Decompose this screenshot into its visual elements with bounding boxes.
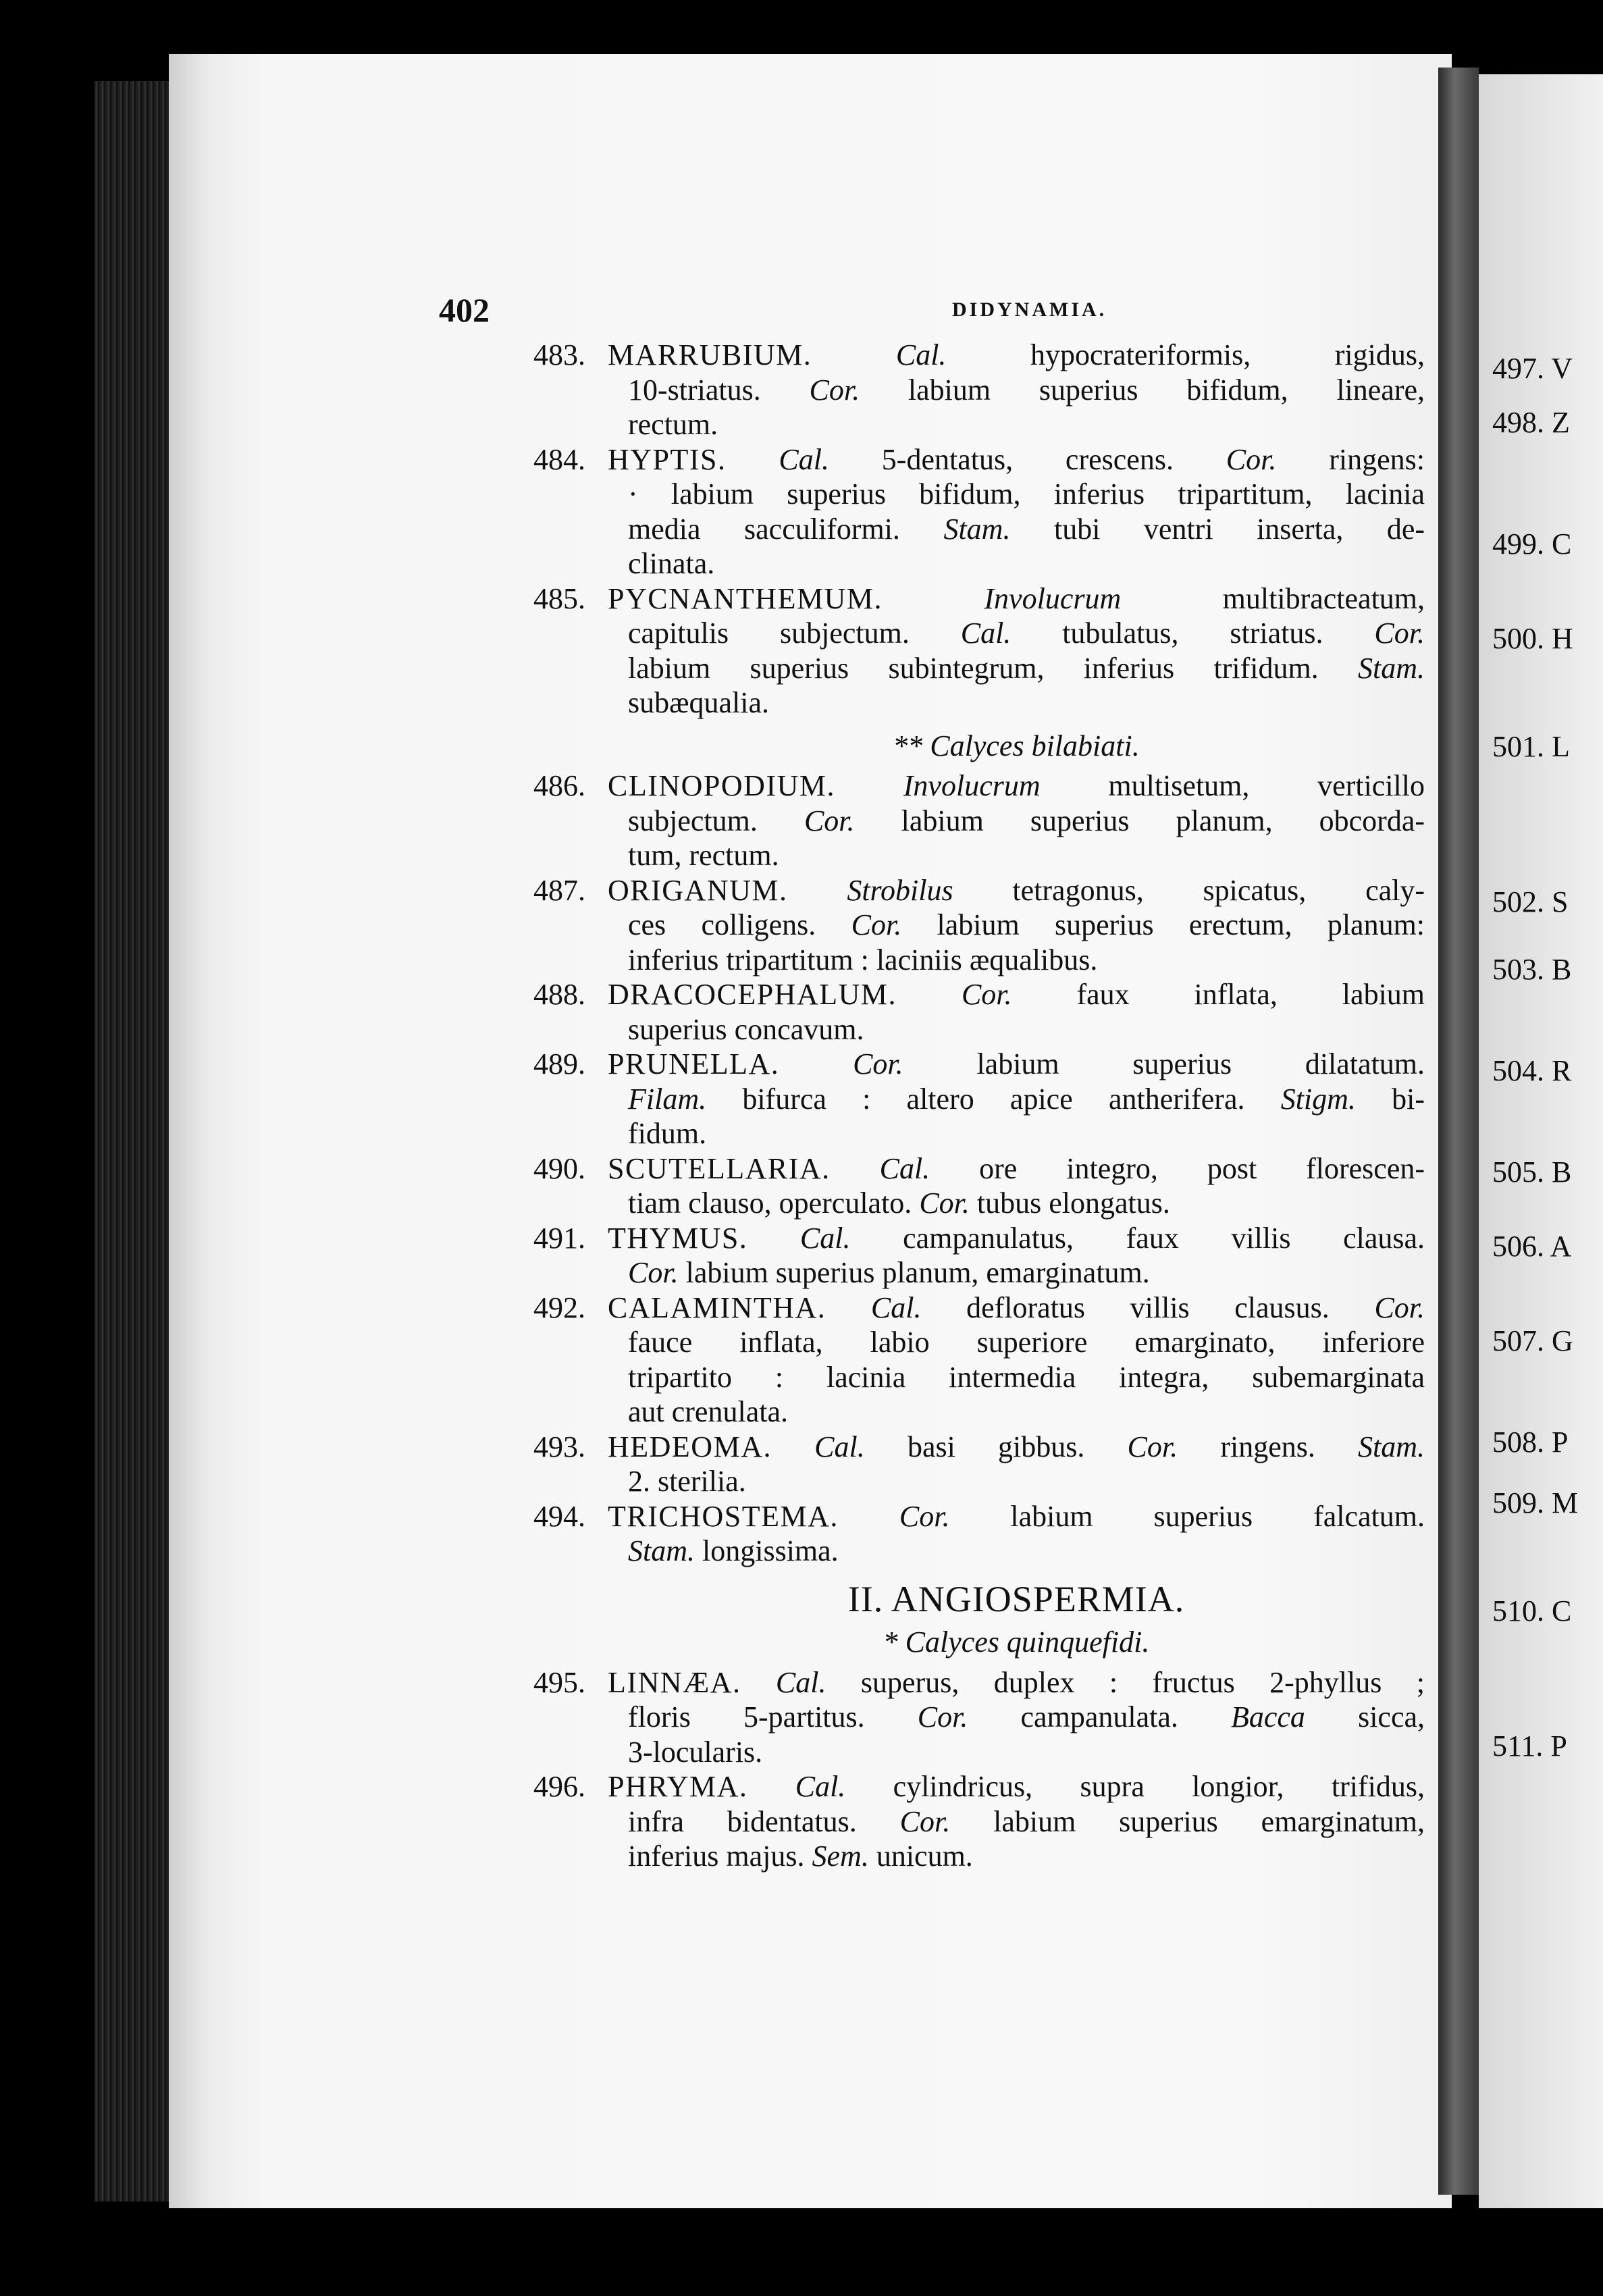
entry-486: 486. CLINOPODIUM. Involucrum multisetum, verticillo subjectum. Cor. labium superius planum, obcorda- tum, rectum. [533,769,1425,872]
section-heading-quinquefidi: * Calyces quinquefidi. [883,1625,1150,1659]
page-header [439,290,1425,331]
cal-label: Cal. [895,338,947,371]
facing-entry-fragment: 501. L [1492,730,1570,763]
entry-493: 493. HEDEOMA. Cal. basi gibbus. Cor. ringens. Stam. 2. sterilia. [533,1430,1425,1498]
facing-page [1479,74,1603,2208]
entry-484: 484. HYPTIS. Cal. 5-dentatus, crescens. Cor. ringens: · labium superius bifidum, inferius tripartitum, lacinia media sacculiformi. Stam. tubi ventri inserta, de- clinata. [533,442,1425,580]
running-head: DIDYNAMIA. [952,298,1107,321]
entry-490: 490. SCUTELLARIA. Cal. ore integro, post florescen- tiam clauso, operculato. Cor. tubus elongatus. [533,1151,1425,1220]
facing-entry-fragment: 507. G [1492,1324,1573,1357]
facing-entry-fragment: 510. C [1492,1594,1572,1627]
facing-entry-fragment: 500. H [1492,622,1573,655]
facing-entry-fragment: 511. P [1492,1729,1567,1763]
facing-entry-fragment: 499. C [1492,527,1572,560]
entry-483: 483. MARRUBIUM. Cal. hypocrateriformis, rigidus, 10-striatus. Cor. labium superius bifidum, lineare, rectum. [533,338,1425,441]
section-heading-bilabiati: ** Calyces bilabiati. [893,729,1140,762]
entry-494: 494. TRICHOSTEMA. Cor. labium superius falcatum. Stam. longissima. [533,1499,1425,1567]
facing-entry-fragment: 509. M [1492,1486,1579,1519]
facing-entry-fragment: 505. B [1492,1155,1572,1189]
page-number: 402 [439,291,490,329]
facing-entry-fragment: 497. V [1492,352,1573,385]
facing-entry-fragment: 498. Z [1492,406,1570,439]
entry-485: 485. PYCNANTHEMUM. Involucrum multibracteatum, capitulis subjectum. Cal. tubulatus, striatus. Cor. labium superius subintegrum, inferius trifidum. Stam. subæqualia. [533,581,1425,719]
book-gutter [1438,68,1479,2195]
facing-entry-fragment: 508. P [1492,1426,1569,1459]
genus-list [533,338,1425,1874]
entry-492: 492. CALAMINTHA. Cal. defloratus villis clausus. Cor. fauce inflata, labio superiore emarginato, inferiore tripartito : lacinia intermedia integra, subemarginata aut crenulata. [533,1290,1425,1428]
facing-entry-fragment: 504. R [1492,1054,1572,1087]
entry-491: 491. THYMUS. Cal. campanulatus, faux villis clausa. Cor. labium superius planum, emarginatum. [533,1221,1425,1289]
genus-name: MARRUBIUM. [608,338,812,371]
entry-488: 488. DRACOCEPHALUM. Cor. faux inflata, labium superius concavum. [533,978,1425,1046]
entry-496: 496. PHRYMA. Cal. cylindricus, supra longior, trifidus, infra bidentatus. Cor. labium superius emarginatum, inferius majus. Sem. unicum. [533,1770,1425,1873]
entry-489: 489. PRUNELLA. Cor. labium superius dilatatum. Filam. bifurca : altero apice antherifera. Stigm. bi- fidum. [533,1047,1425,1150]
facing-entry-fragment: 506. A [1492,1230,1572,1263]
facing-entry-fragment: 502. S [1492,885,1569,918]
entry-number: 483. [533,338,585,371]
facing-entry-fragment: 503. B [1492,953,1572,986]
entry-495: 495. LINNÆA. Cal. superus, duplex : fructus 2-phyllus ; floris 5-partitus. Cor. campanulata. Bacca sicca, 3-locularis. [533,1665,1425,1769]
entry-487: 487. ORIGANUM. Strobilus tetragonus, spicatus, caly- ces colligens. Cor. labium superius erectum, planum: inferius tripartitum : laciniis æqualibus. [533,873,1425,976]
part-heading-angiospermia: II. ANGIOSPERMIA. [847,1578,1185,1619]
